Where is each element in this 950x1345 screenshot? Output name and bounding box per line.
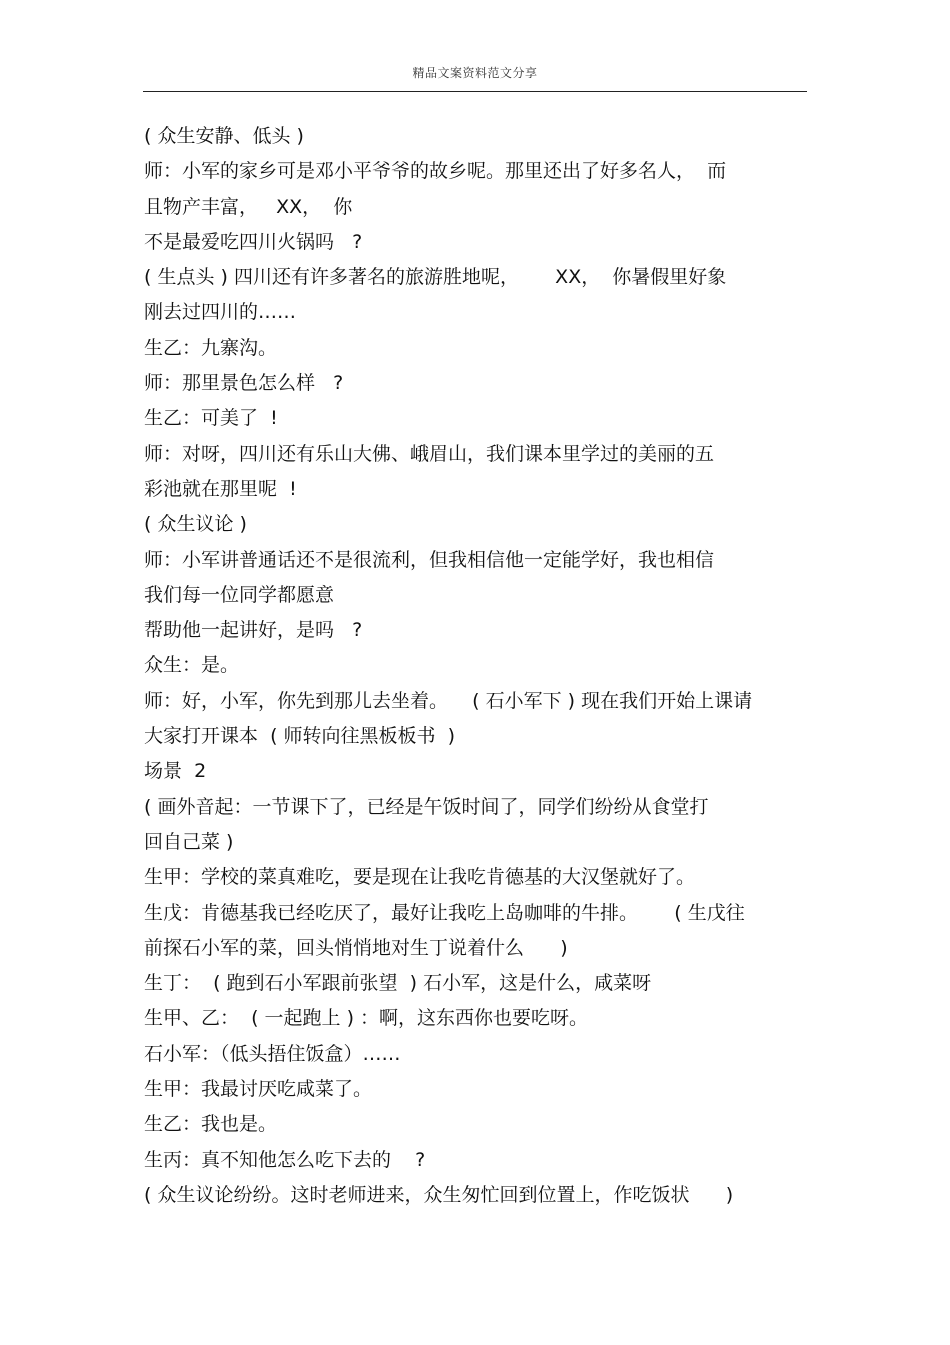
text-line: 石小军：（低头捂住饭盒）……: [144, 1042, 401, 1065]
text-line: 帮助他一起讲好，是吗 ?: [144, 619, 363, 642]
text-line: 众生：是。: [144, 654, 240, 677]
scene-heading: 场景 2: [144, 760, 207, 783]
text-line: 师：好，小军，你先到那儿去坐着。 ( 石小军下 ) 现在我们开始上课请: [144, 689, 753, 712]
text-line: 我们每一位同学都愿意: [144, 583, 335, 606]
text-line: 不是最爱吃四川火锅吗 ?: [144, 230, 363, 253]
header-text: 精品文案资料范文分享: [412, 66, 538, 80]
text-line: 生戊：肯德基我已经吃厌了，最好让我吃上岛咖啡的牛排。 ( 生戊往: [144, 901, 745, 924]
text-line: 师：小军的家乡可是邓小平爷爷的故乡呢。那里还出了好多名人， 而: [144, 160, 727, 183]
text-line: 生甲、乙： ( 一起跑上 ) ：啊，这东西你也要吃呀。: [144, 1007, 589, 1030]
text-line: ( 生点头 ) 四川还有许多著名的旅游胜地呢， XX， 你暑假里好象: [144, 266, 727, 289]
text-line: 生乙：九寨沟。: [144, 336, 278, 359]
text-line: ( 众生安静、低头 ): [144, 125, 304, 147]
text-line: 且物产丰富， XX， 你: [144, 195, 353, 218]
text-line: 刚去过四川的……: [144, 301, 297, 324]
text-line: 彩池就在那里呢 !: [144, 477, 297, 500]
script-body: [144, 119, 814, 1213]
text-line: 回自己菜 ): [144, 830, 234, 853]
text-line: 师：对呀，四川还有乐山大佛、峨眉山，我们课本里学过的美丽的五: [144, 442, 715, 465]
text-line: 生甲：我最讨厌吃咸菜了。: [144, 1078, 373, 1101]
text-line: 生乙：我也是。: [144, 1113, 278, 1136]
text-line: 生乙：可美了 !: [144, 407, 278, 430]
text-line: 生丁： ( 跑到石小军跟前张望 ) 石小军，这是什么，咸菜呀: [144, 972, 652, 995]
text-line: ( 画外音起：一节课下了，已经是午饭时间了，同学们纷纷从食堂打: [144, 795, 709, 818]
text-line: 师：那里景色怎么样 ?: [144, 372, 344, 395]
text-line: ( 众生议论 ): [144, 513, 247, 536]
text-line: ( 众生议论纷纷。这时老师进来，众生匆忙回到位置上，作吃饭状 ): [144, 1183, 734, 1206]
text-line: 大家打开课本 ( 师转向往黑板板书 ): [144, 725, 456, 748]
text-line: 生丙：真不知他怎么吃下去的 ?: [144, 1148, 426, 1171]
page-header: [143, 62, 807, 92]
text-line: 生甲：学校的菜真难吃，要是现在让我吃肯德基的大汉堡就好了。: [144, 866, 696, 889]
text-line: 前探石小军的菜，回头悄悄地对生丁说着什么 ): [144, 936, 568, 959]
text-line: 师：小军讲普通话还不是很流利，但我相信他一定能学好，我也相信: [144, 548, 715, 571]
